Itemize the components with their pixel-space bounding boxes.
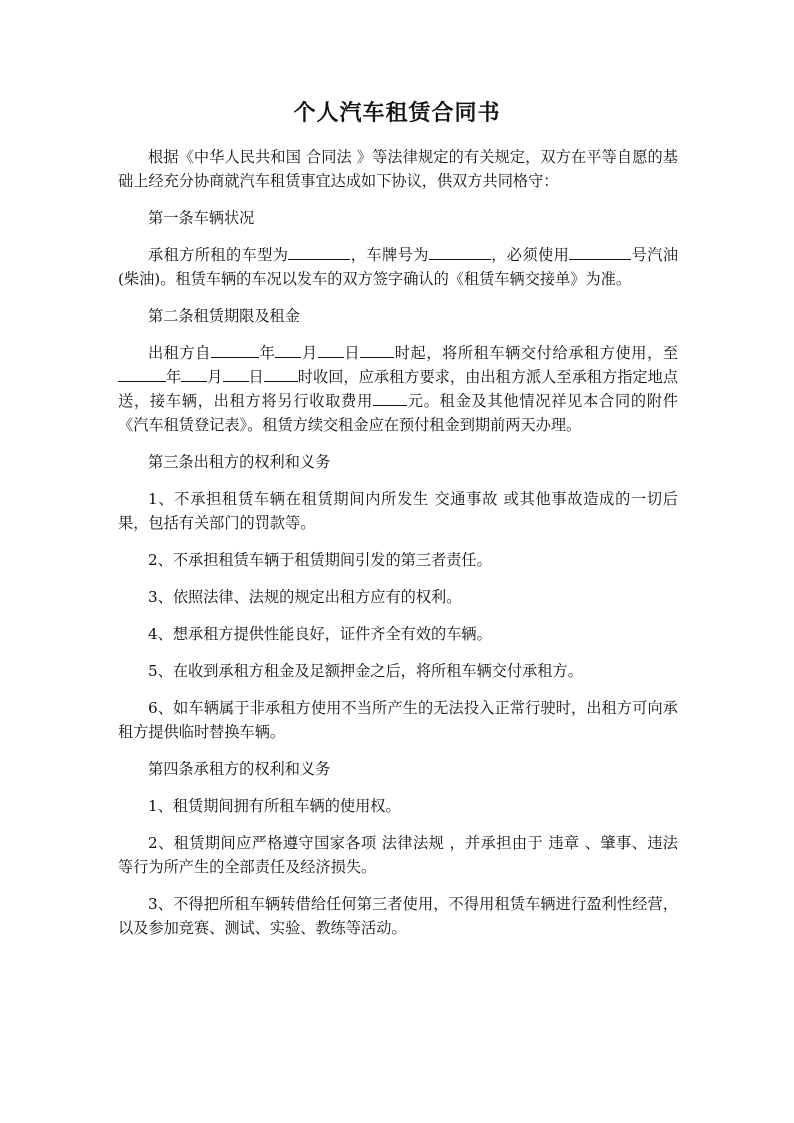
start-day-blank[interactable] <box>318 343 344 358</box>
article-2-heading: 第二条租赁期限及租金 <box>148 307 300 325</box>
month-label: 月 <box>301 344 318 362</box>
end-day-blank[interactable] <box>223 367 249 382</box>
start-year-blank[interactable] <box>211 343 259 358</box>
end-month-blank[interactable] <box>181 367 207 382</box>
article-2-text-part: 出租方自 <box>148 344 212 362</box>
month-label: 月 <box>207 368 223 386</box>
article-2-text-part: 时收回，应承租方要求，由出租方派人至承租方指定地点送，接车辆，出租方将另行收取费用 <box>118 368 679 410</box>
article-3-item: 5、在收到承租方租金及足额押金之后，将所租车辆交付承租方。 <box>148 662 583 680</box>
page-title: 个人汽车租赁合同书 <box>293 100 501 126</box>
article-1-text-part: 承租方所租的车型为 <box>148 246 289 264</box>
year-label: 年 <box>259 344 276 362</box>
article-3-item: 1、不承担租赁车辆在租赁期间内所发生 交通事故 或其他事故造成的一切后果，包括有关部门的罚款等。 <box>118 490 678 532</box>
end-year-blank[interactable] <box>118 367 166 382</box>
start-hour-blank[interactable] <box>360 343 394 358</box>
delivery-fee-blank[interactable] <box>373 391 407 406</box>
year-label: 年 <box>166 368 182 386</box>
article-3-heading: 第三条出租方的权利和义务 <box>148 453 331 471</box>
article-3-item: 4、想承租方提供性能良好，证件齐全有效的车辆。 <box>148 625 492 643</box>
day-label: 日 <box>343 344 361 362</box>
contract-body <box>118 145 678 953</box>
article-4-item: 2、租赁期间应严格遵守国家各项 法律法规 ，并承担由于 违章 、肇事、违法等行为所产生的全部责任及经济损失。 <box>118 834 678 876</box>
article-2-text-part: 元。租金及其他情况祥见本合同的附件《汽车租赁登记表》。租赁方续交租金应在预付租金到期前两天办理。 <box>118 392 679 434</box>
article-3-item: 2、不承担租赁车辆于租赁期间引发的第三者责任。 <box>148 551 492 569</box>
intro-paragraph: 根据《中华人民共和国 合同法 》等法律规定的有关规定，双方在平等自愿的基础上经充分协商就汽车租赁事宜达成如下协议，供双方共同格守： <box>118 148 678 190</box>
article-1-text-part: ，车牌号为 <box>350 246 429 264</box>
fuel-grade-blank[interactable] <box>569 245 631 260</box>
article-1-text-part: 号汽油(柴油)。租赁车辆的车况以发车的双方签字确认的《租赁车辆交接单》为准。 <box>118 246 679 288</box>
article-1-heading: 第一条车辆状况 <box>148 209 255 227</box>
article-4-item: 3、不得把所租车辆转借给任何第三者使用，不得用租赁车辆进行盈利性经营，以及参加竞赛、测试、实验、教练等活动。 <box>118 895 678 937</box>
article-4-item: 1、租赁期间拥有所租车辆的使用权。 <box>148 797 401 815</box>
article-3-item: 3、依照法律、法规的规定出租方应有的权利。 <box>148 588 462 606</box>
article-4-heading: 第四条承租方的权利和义务 <box>148 760 331 778</box>
end-hour-blank[interactable] <box>264 367 298 382</box>
article-2-text-part: 时起，将所租车辆交付给承租方使用，至 <box>394 344 679 362</box>
start-month-blank[interactable] <box>275 343 301 358</box>
article-1-text <box>118 243 678 291</box>
article-2-text <box>118 341 678 437</box>
car-model-blank[interactable] <box>288 245 350 260</box>
day-label: 日 <box>248 368 264 386</box>
article-3-item: 6、如车辆属于非承租方使用不当所产生的无法投入正常行驶时，出租方可向承租方提供临时替换车辆。 <box>118 699 678 741</box>
plate-number-blank[interactable] <box>429 245 491 260</box>
article-1-text-part: ，必须使用 <box>490 246 570 264</box>
